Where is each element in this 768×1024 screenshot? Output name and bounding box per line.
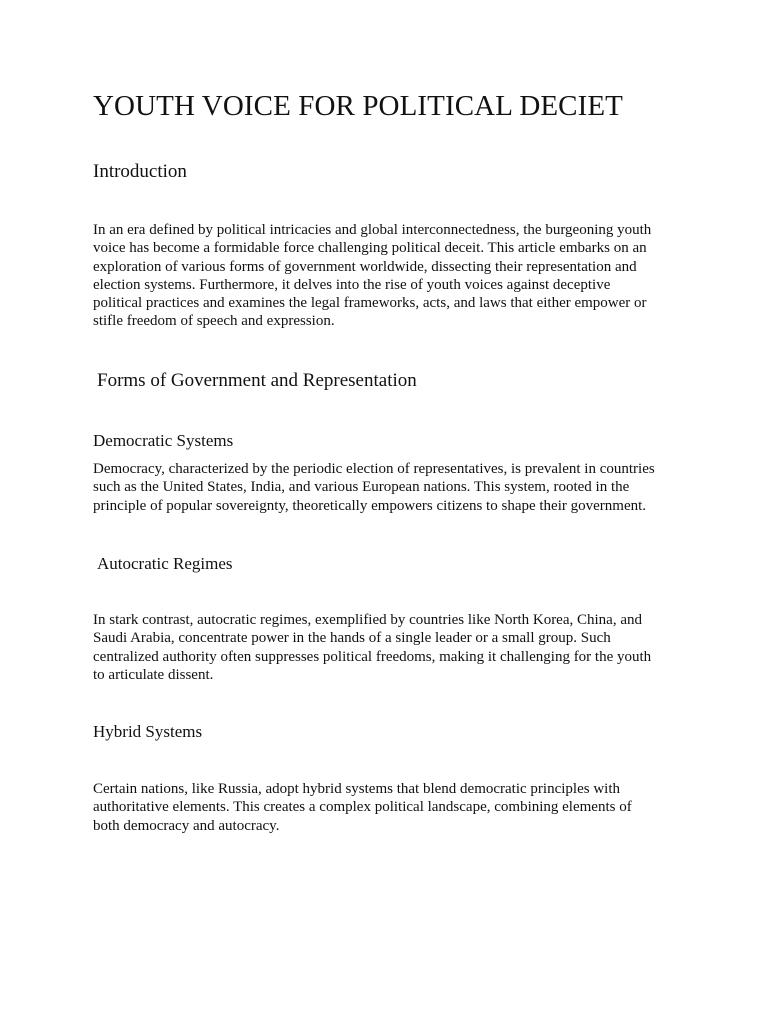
- paragraph-introduction: [93, 221, 683, 331]
- heading-introduction: Introduction: [93, 161, 187, 182]
- paragraph-line: election systems. Furthermore, it delves into the rise of youth voices against deceptive: [93, 276, 611, 293]
- paragraph-line: voice has become a formidable force challenging political deceit. This article embarks on an: [93, 240, 647, 257]
- heading-democratic-systems: Democratic Systems: [93, 431, 234, 450]
- paragraph-hybrid-systems: [93, 780, 683, 835]
- paragraph-line: Saudi Arabia, concentrate power in the hands of a single leader or a small group. Such: [93, 630, 611, 647]
- paragraph-line: such as the United States, India, and various European nations. This system, rooted in the: [93, 479, 630, 496]
- paragraph-line: both democracy and autocracy.: [93, 817, 280, 834]
- paragraph-line: exploration of various forms of government worldwide, dissecting their representation and: [93, 258, 637, 275]
- paragraph-line: In an era defined by political intricacies and global interconnectedness, the burgeoning youth: [93, 222, 652, 238]
- paragraph-line: centralized authority often suppresses political freedoms, making it challenging for the youth: [93, 648, 652, 665]
- paragraph-democratic-systems: [93, 460, 683, 515]
- heading-hybrid-systems: Hybrid Systems: [93, 722, 203, 741]
- paragraph-autocratic-regimes: [93, 611, 683, 684]
- paragraph-line: to articulate dissent.: [93, 666, 214, 683]
- heading-autocratic-regimes: Autocratic Regimes: [97, 554, 233, 573]
- paragraph-line: authoritative elements. This creates a complex political landscape, combining elements of: [93, 799, 632, 816]
- paragraph-line: Certain nations, like Russia, adopt hybrid systems that blend democratic principles with: [93, 781, 620, 797]
- heading-forms-of-government: Forms of Government and Representation: [97, 370, 417, 391]
- document-title: YOUTH VOICE FOR POLITICAL DECIET: [93, 90, 623, 122]
- paragraph-line: Democracy, characterized by the periodic election of representatives, is prevalent in countries: [93, 461, 655, 477]
- paragraph-line: political practices and examines the legal frameworks, acts, and laws that either empower or: [93, 295, 647, 312]
- paragraph-line: In stark contrast, autocratic regimes, exemplified by countries like North Korea, China, and: [93, 612, 642, 628]
- paragraph-line: principle of popular sovereignty, theoretically empowers citizens to shape their government.: [93, 497, 647, 514]
- paragraph-line: stifle freedom of speech and expression.: [93, 313, 335, 330]
